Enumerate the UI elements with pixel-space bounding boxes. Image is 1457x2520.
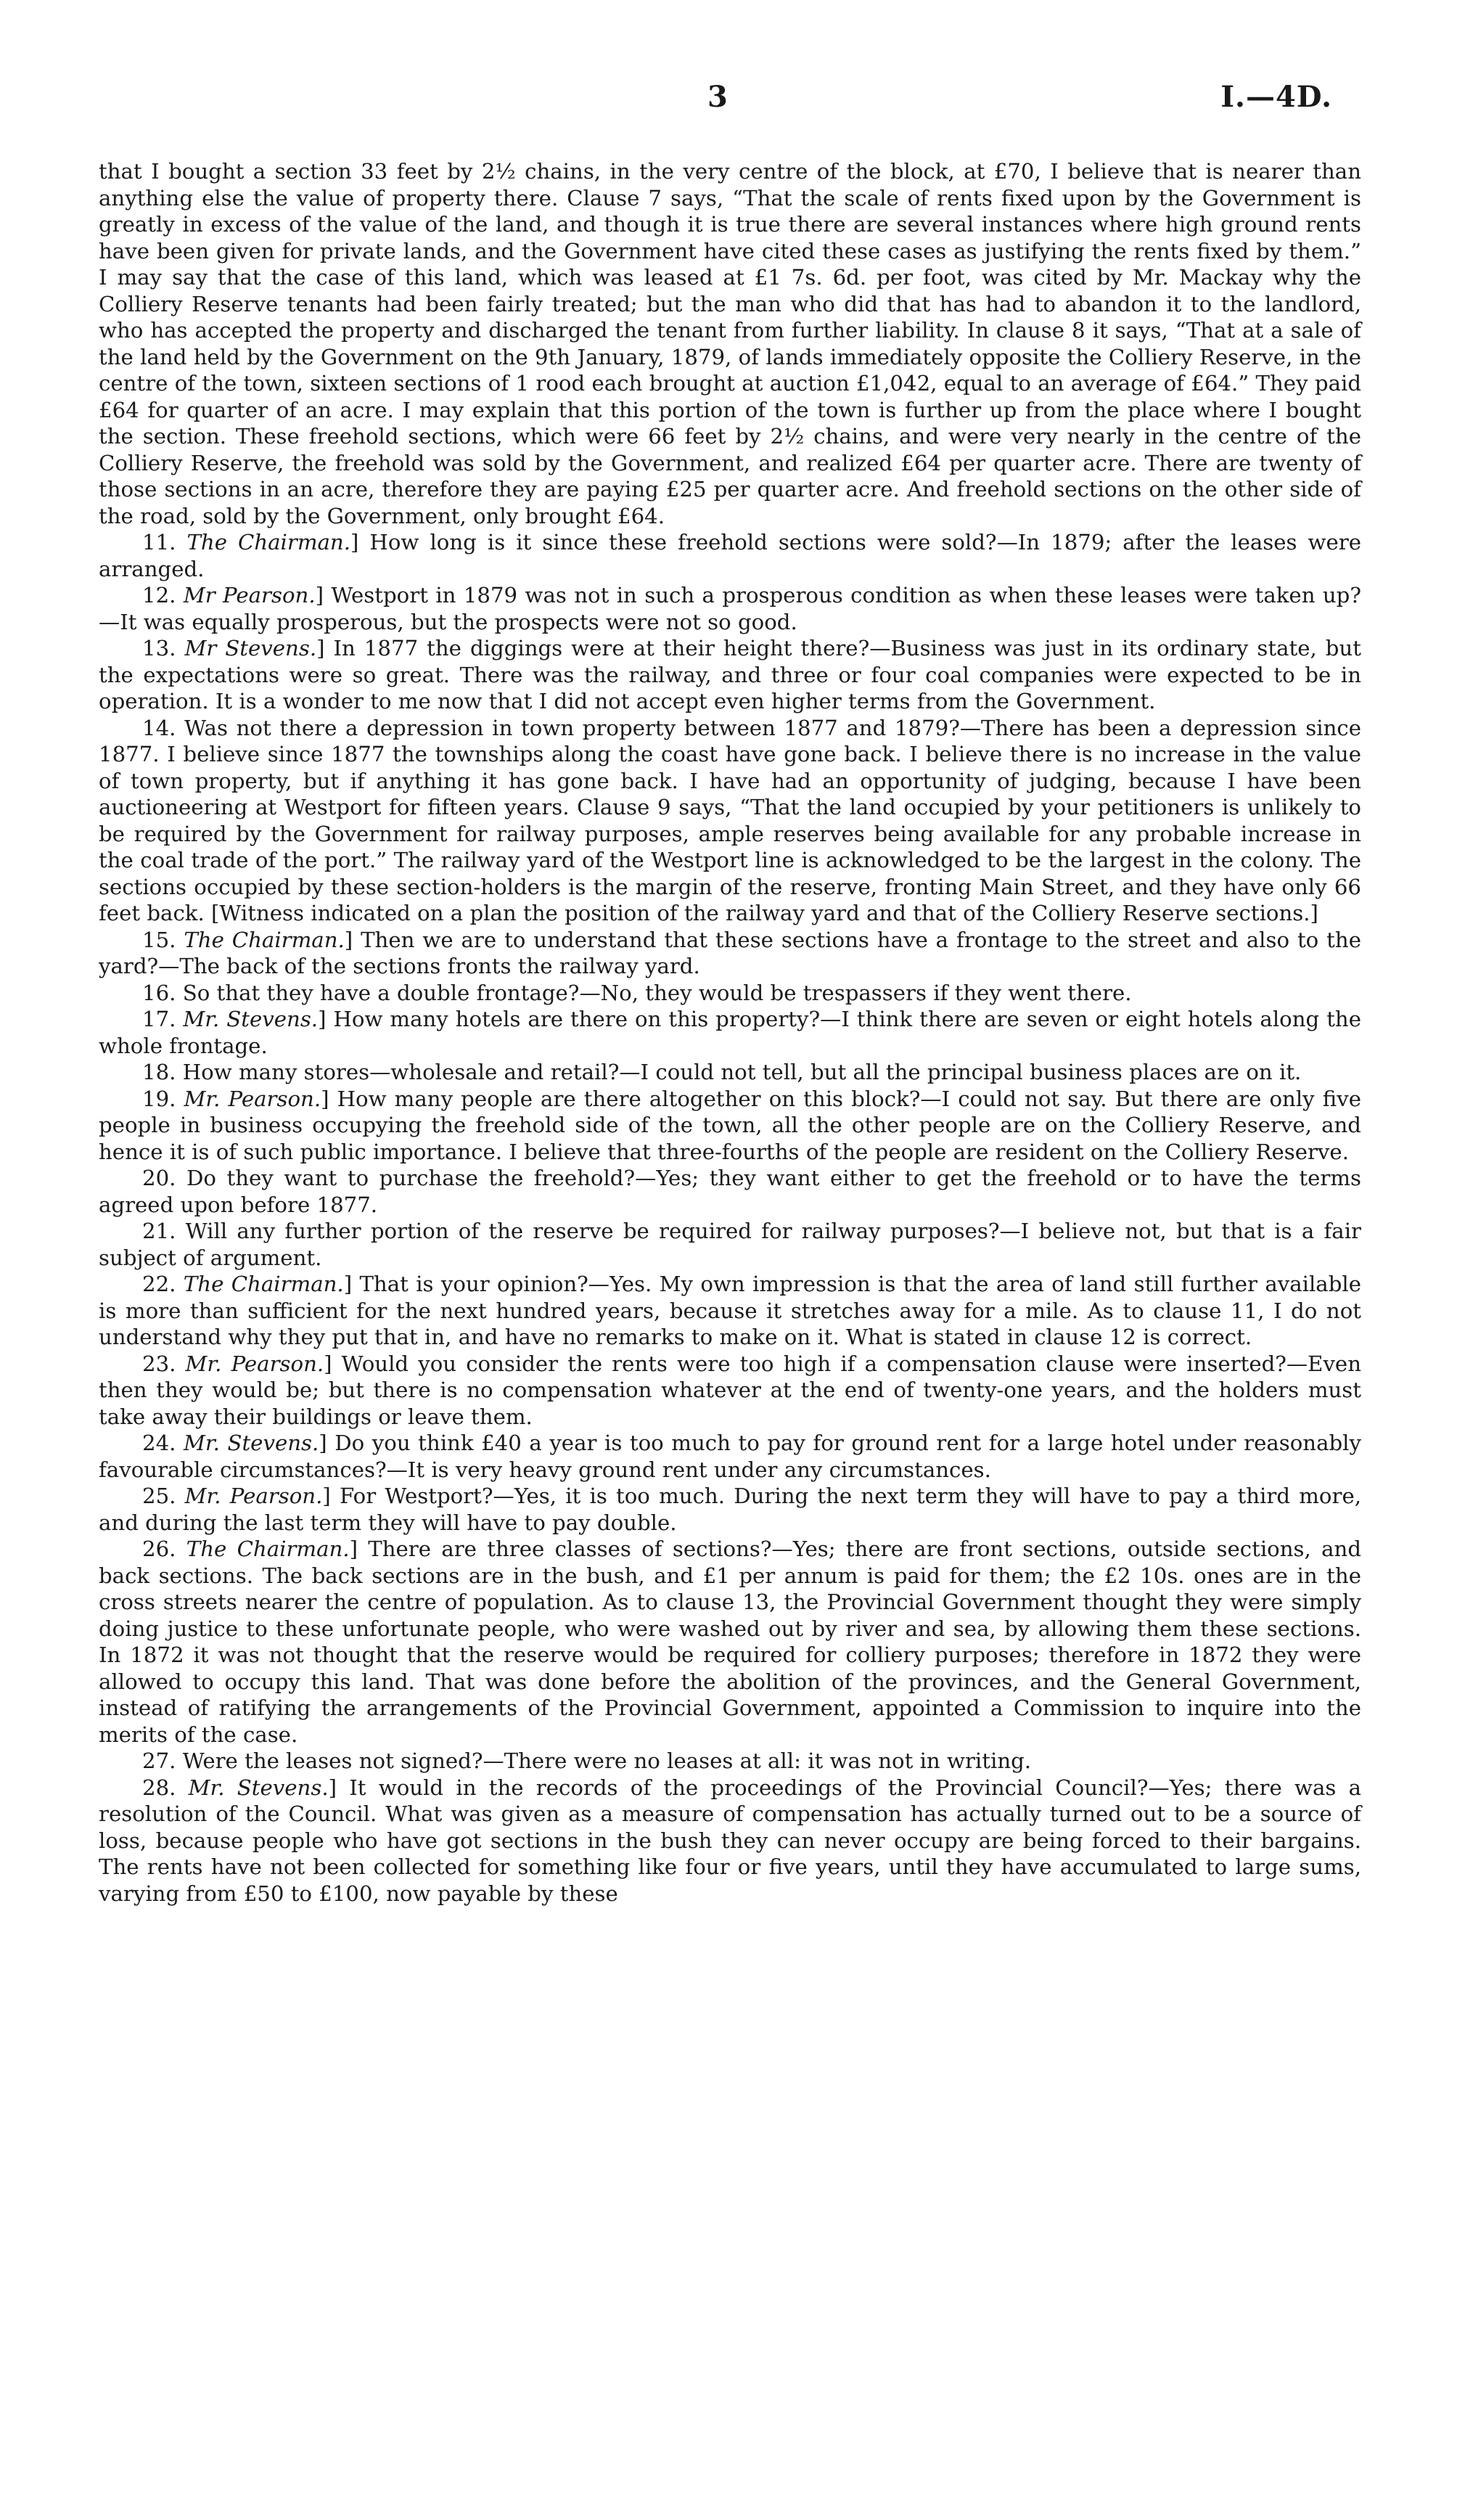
testimony-paragraph: [99, 1775, 1361, 1907]
testimony-paragraph: [99, 1351, 1361, 1431]
testimony-paragraph: [99, 1748, 1361, 1775]
testimony-text: So that they have a double frontage?—No, they would be trespassers if they went there.: [182, 980, 1132, 1005]
page-number: 3: [707, 80, 728, 114]
opening-paragraph: that I bought a section 33 feet by 2½ chains, in the very centre of the block, at £70, I believe that is nearer than anything else the value of property there. Clause 7 says, “That the scale of rents fixed upon by the Government is greatly in excess of the value of the land, and though it is true there are several instances where high ground rents have been given for private lands, and the Government have cited these cases as justifying the rents fixed by them.” I may say that the case of this land, which was leased at £1 7s. 6d. per foot, was cited by Mr. Mackay why the Colliery Reserve tenants had been fairly treated; but the man who did that has had to abandon it to the landlord, who has accepted the property and discharged the tenant from further liability. In clause 8 it says, “That at a sale of the land held by the Government on the 9th January, 1879, of lands immediately opposite the Colliery Reserve, in the centre of the town, sixteen sections of 1 rood each brought at auction £1,042, equal to an average of £64.” They paid £64 for quarter of an acre. I may explain that this portion of the town is further up from the place where I bought the section. These freehold sections, which were 66 feet by 2½ chains, and were very nearly in the centre of the Colliery Reserve, the freehold was sold by the Government, and realized £64 per quarter acre. There are twenty of those sections in an acre, therefore they are paying £25 per quarter acre. And freehold sections on the other side of the road, sold by the Government, only brought £64.: [99, 159, 1361, 528]
question-number: 12.: [142, 583, 184, 608]
question-number: 21.: [142, 1219, 186, 1243]
testimony-paragraph: [99, 1165, 1361, 1218]
question-number: 19.: [142, 1086, 184, 1111]
speaker-name: Mr. Pearson.: [184, 1484, 323, 1508]
testimony-text: ] How many people are there altogether on this block?—I could not say. But there are only five people in business occupying the freehold side of the town, all the other people are on the Colliery Reserve, and hence it is of such public importance. I believe that three-fourths of the people are resident on the Colliery Reserve.: [99, 1086, 1361, 1164]
question-number: 22.: [142, 1272, 184, 1296]
testimony-paragraph: [99, 1006, 1361, 1059]
speaker-name: Mr. Stevens.: [183, 1431, 319, 1455]
testimony-paragraph: [99, 529, 1361, 582]
speaker-name: Mr. Stevens.: [188, 1775, 329, 1800]
speaker-name: Mr. Pearson.: [184, 1086, 321, 1111]
question-number: 16.: [142, 980, 183, 1005]
page-header: [0, 80, 1457, 123]
testimony-text: ] In 1877 the diggings were at their height there?—Business was just in its ordinary state, but the expectations were so great. There was the railway, and three or four coal companies were expected to be in operation. It is a wonder to me now that I did not accept even higher terms from the Government.: [99, 636, 1361, 713]
question-number: 17.: [142, 1007, 184, 1031]
testimony-paragraph: [99, 1430, 1361, 1483]
question-number: 11.: [142, 530, 187, 555]
testimony-paragraph: [99, 582, 1361, 635]
question-number: 14.: [142, 715, 185, 740]
testimony-text: ] How long is it since these freehold sections were sold?—In 1879; after the leases were arranged.: [99, 530, 1362, 581]
question-number: 24.: [142, 1431, 184, 1455]
testimony-text: ] There are three classes of sections?—Yes; there are front sections, outside sections, and back sections. The back sections are in the bush, and £1 per annum is paid for them; the £2 10s. ones are in the cross streets nearer the centre of population. As to clause 13, the Provincial Government thought they were simply doing justice to these unfortunate people, who were washed out by river and sea, by allowing them these sections. In 1872 it was not thought that the reserve would be required for colliery purposes; therefore in 1872 they were allowed to occupy this land. That was done before the abolition of the provinces, and the General Government, instead of ratifying the arrangements of the Provincial Government, appointed a Commission to inquire into the merits of the case.: [99, 1537, 1361, 1747]
speaker-name: Mr Pearson.: [183, 583, 316, 608]
testimony-paragraph: [99, 715, 1361, 927]
testimony-text: ] How many hotels are there on this property?—I think there are seven or eight hotels along the whole frontage.: [99, 1007, 1361, 1058]
speaker-name: The Chairman.: [184, 927, 345, 952]
paragraph-list: [99, 529, 1361, 1907]
testimony-text: Will any further portion of the reserve be required for railway purposes?—I believe not, but that is a fair subject of argument.: [99, 1219, 1361, 1270]
testimony-paragraph: [99, 635, 1361, 715]
testimony-paragraph: [99, 980, 1361, 1007]
question-number: 27.: [142, 1748, 183, 1773]
question-number: 28.: [142, 1775, 189, 1800]
speaker-name: The Chairman.: [183, 1272, 344, 1296]
testimony-text: Was not there a depression in town property between 1877 and 1879?—There has been a depression since 1877. I believe since 1877 the townships along the coast have gone back. I believe there is no increase in the value of town property, but if anything it has gone back. I have had an opportunity of judging, because I have been auctioneering at Westport for fifteen years. Clause 9 says, “That the land occupied by your petitioners is unlikely to be required by the Government for railway purposes, ample reserves being available for any probable increase in the coal trade of the port.” The railway yard of the Westport line is acknowledged to be the largest in the colony. The sections occupied by these section-holders is the margin of the reserve, fronting Main Street, and they have only 66 feet back. [Witness indicated on a plan the position of the railway yard and that of the Colliery Reserve sections.]: [99, 715, 1361, 925]
testimony-text: ] It would in the records of the proceedings of the Provincial Council?—Yes; there was a resolution of the Council. What was given as a measure of compensation has actually turned out to be a source of loss, because people who have got sections in the bush they can never occupy are being forced to their bargains. The rents have not been collected for something like four or five years, until they have accumulated to large sums, varying from £50 to £100, now payable by these: [99, 1775, 1361, 1906]
testimony-paragraph: [99, 1086, 1361, 1166]
question-number: 25.: [142, 1484, 185, 1508]
testimony-paragraph: [99, 1483, 1361, 1536]
testimony-paragraph: [99, 1218, 1361, 1271]
testimony-paragraph: [99, 1271, 1361, 1351]
testimony-text: ] That is your opinion?—Yes. My own impression is that the area of land still further available is more than sufficient for the next hundred years, because it stretches away for a mile. As to clause 11, I do not understand why they put that in, and have no remarks to make on it. What is stated in clause 12 is correct.: [99, 1272, 1361, 1349]
testimony-text: ] Would you consider the rents were too high if a compensation clause were inserted?—Even then they would be; but there is no compensation whatever at the end of twenty-one years, and the holders must take away their buildings or leave them.: [99, 1351, 1362, 1429]
question-number: 13.: [142, 636, 185, 660]
testimony-text: ] For Westport?—Yes, it is too much. During the next term they will have to pay a third more, and during the last term they will have to pay double.: [99, 1484, 1361, 1535]
body-text: [99, 158, 1361, 1907]
speaker-name: Mr. Stevens.: [183, 1007, 319, 1031]
question-number: 26.: [142, 1537, 186, 1561]
testimony-text: Do they want to purchase the freehold?—Yes; they want either to get the freehold or to have the terms agreed upon before 1877.: [99, 1166, 1362, 1217]
testimony-text: How many stores—wholesale and retail?—I could not tell, but all the principal business places are on it.: [182, 1060, 1302, 1084]
testimony-text: ] Westport in 1879 was not in such a prosperous condition as when these leases were taken up?—It was equally prosperous, but the prospects were not so good.: [99, 583, 1362, 634]
question-number: 18.: [142, 1060, 183, 1084]
speaker-name: The Chairman.: [186, 530, 350, 555]
testimony-paragraph: [99, 1536, 1361, 1748]
speaker-name: The Chairman.: [186, 1537, 350, 1561]
testimony-paragraph: [99, 927, 1361, 980]
speaker-name: Mr Stevens.: [184, 636, 317, 660]
question-number: 23.: [142, 1351, 186, 1376]
testimony-text: ] Then we are to understand that these sections have a frontage to the street and also to the yard?—The back of the sections fronts the railway yard.: [99, 927, 1361, 978]
question-number: 20.: [142, 1166, 186, 1190]
testimony-paragraph: [99, 1059, 1361, 1086]
testimony-text: ] Do you think £40 a year is too much to pay for ground rent for a large hotel under reasonably favourable circumstances?—It is very heavy ground rent under any circumstances.: [99, 1431, 1361, 1482]
question-number: 15.: [142, 927, 184, 952]
document-reference: I.—4D.: [1220, 80, 1332, 114]
speaker-name: Mr. Pearson.: [185, 1351, 324, 1376]
testimony-text: Were the leases not signed?—There were no leases at all: it was not in writing.: [182, 1748, 1032, 1773]
